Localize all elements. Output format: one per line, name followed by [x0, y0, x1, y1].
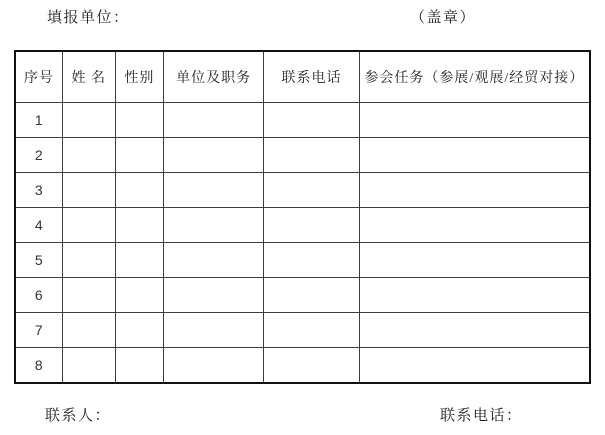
empty-fill-in-cell: [264, 243, 359, 278]
empty-fill-in-cell: [115, 278, 163, 313]
header-serial-number: 序号: [15, 51, 62, 103]
empty-fill-in-cell: [115, 208, 163, 243]
table-row: [15, 138, 590, 173]
empty-fill-in-cell: [163, 103, 263, 138]
empty-fill-in-cell: [163, 208, 263, 243]
empty-fill-in-cell: [163, 173, 263, 208]
row-number-cell: 8: [15, 348, 62, 384]
empty-fill-in-cell: [359, 348, 590, 384]
empty-fill-in-cell: [264, 278, 359, 313]
empty-fill-in-cell: [264, 173, 359, 208]
empty-fill-in-cell: [115, 103, 163, 138]
header-row: [15, 51, 590, 103]
empty-fill-in-cell: [62, 278, 115, 313]
empty-fill-in-cell: [163, 278, 263, 313]
empty-fill-in-cell: [359, 243, 590, 278]
row-number-cell: 1: [15, 103, 62, 138]
empty-fill-in-cell: [264, 103, 359, 138]
empty-fill-in-cell: [62, 173, 115, 208]
empty-fill-in-cell: [115, 243, 163, 278]
attendee-table: [14, 50, 591, 384]
empty-fill-in-cell: [163, 243, 263, 278]
empty-fill-in-cell: [62, 243, 115, 278]
contact-phone-label: 联系电话：: [440, 408, 523, 424]
empty-fill-in-cell: [264, 208, 359, 243]
empty-fill-in-cell: [359, 138, 590, 173]
header-gender: 性别: [115, 51, 163, 103]
empty-fill-in-cell: [115, 313, 163, 348]
empty-fill-in-cell: [163, 348, 263, 384]
table-row: [15, 208, 590, 243]
header-name: 姓 名: [62, 51, 115, 103]
empty-fill-in-cell: [115, 173, 163, 208]
table-body: [15, 103, 590, 384]
row-number-cell: 7: [15, 313, 62, 348]
empty-fill-in-cell: [264, 313, 359, 348]
header-unit-position: 单位及职务: [163, 51, 263, 103]
row-number-cell: 3: [15, 173, 62, 208]
row-number-cell: 6: [15, 278, 62, 313]
empty-fill-in-cell: [264, 348, 359, 384]
table-row: [15, 103, 590, 138]
empty-fill-in-cell: [359, 208, 590, 243]
table-head: [15, 51, 590, 103]
reporting-unit-label: 填报单位：: [47, 10, 130, 26]
table-row: [15, 243, 590, 278]
table-row: [15, 173, 590, 208]
row-number-cell: 5: [15, 243, 62, 278]
empty-fill-in-cell: [264, 138, 359, 173]
empty-fill-in-cell: [62, 138, 115, 173]
empty-fill-in-cell: [115, 348, 163, 384]
empty-fill-in-cell: [359, 278, 590, 313]
header-meeting-task: 参会任务（参展/观展/经贸对接）: [359, 51, 590, 103]
contact-person-label: 联系人：: [45, 408, 112, 424]
table-row: [15, 278, 590, 313]
row-number-cell: 2: [15, 138, 62, 173]
empty-fill-in-cell: [62, 313, 115, 348]
header-contact-phone: 联系电话: [264, 51, 359, 103]
empty-fill-in-cell: [62, 208, 115, 243]
empty-fill-in-cell: [163, 313, 263, 348]
empty-fill-in-cell: [359, 313, 590, 348]
empty-fill-in-cell: [359, 173, 590, 208]
empty-fill-in-cell: [163, 138, 263, 173]
empty-fill-in-cell: [359, 103, 590, 138]
seal-label: （盖章）: [410, 10, 477, 26]
empty-fill-in-cell: [115, 138, 163, 173]
table-row: [15, 313, 590, 348]
row-number-cell: 4: [15, 208, 62, 243]
table-row: [15, 348, 590, 384]
empty-fill-in-cell: [62, 348, 115, 384]
empty-fill-in-cell: [62, 103, 115, 138]
